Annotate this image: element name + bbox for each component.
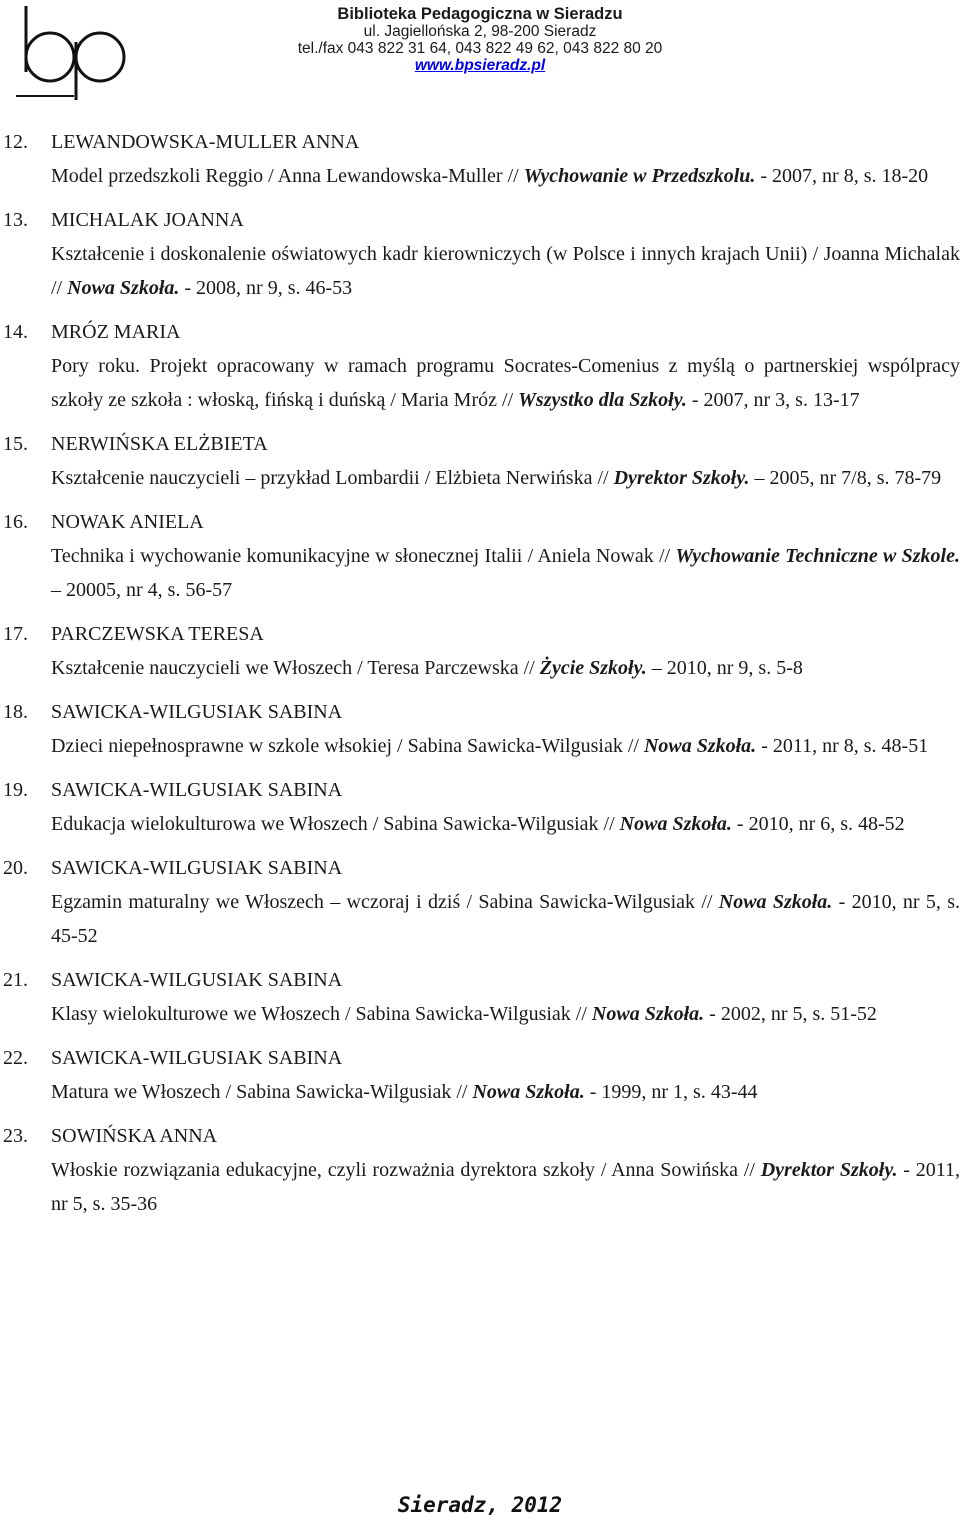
entry-journal: Wychowanie Techniczne w Szkole. (675, 545, 960, 567)
page-header (0, 0, 960, 110)
entry-description: Model przedszkoli Reggio / Anna Lewandowska-Muller // Wychowanie w Przedszkolu. - 2007, nr 8, s. 18-20 (51, 165, 929, 187)
bibliography-entry (0, 1119, 960, 1221)
entry-journal: Wychowanie w Przedszkolu. (523, 165, 756, 187)
entry-journal: Nowa Szkoła. (718, 891, 833, 913)
bibliography-entry (0, 315, 960, 417)
entry-author: MICHALAK JOANNA (51, 209, 244, 231)
entry-journal: Nowa Szkoła. (643, 735, 757, 757)
entry-author: SAWICKA-WILGUSIAK SABINA (51, 969, 343, 991)
entry-number: 20. (3, 857, 28, 879)
entry-journal: Dyrektor Szkoły. (760, 1159, 898, 1181)
library-name: Biblioteka Pedagogiczna w Sieradzu (337, 5, 623, 23)
entry-number: 14. (3, 321, 28, 343)
entry-journal: Nowa Szkoła. (619, 813, 732, 835)
bibliography-entry (0, 963, 960, 1031)
bibliography-entry (0, 851, 960, 953)
entry-author: SOWIŃSKA ANNA (51, 1125, 218, 1147)
entry-journal: Nowa Szkoła. (591, 1003, 705, 1025)
bibliography-entry (0, 695, 960, 763)
entry-number: 15. (3, 433, 28, 455)
entry-number: 13. (3, 209, 28, 231)
entry-description: Dzieci niepełnosprawne w szkole włsokiej / Sabina Sawicka-Wilgusiak // Nowa Szkoła. - 2011, nr 8, s. 48-51 (51, 735, 929, 757)
entry-description: Kształcenie nauczycieli we Włoszech / Teresa Parczewska // Życie Szkoły. – 2010, nr 9, s. 5-8 (51, 657, 803, 679)
entry-number: 16. (3, 511, 28, 533)
entry-author: SAWICKA-WILGUSIAK SABINA (51, 701, 343, 723)
library-website-link[interactable]: www.bpsieradz.pl (414, 57, 546, 74)
entry-journal: Wszystko dla Szkoły. (518, 389, 687, 411)
entry-author: MRÓZ MARIA (51, 321, 181, 343)
entry-author: SAWICKA-WILGUSIAK SABINA (51, 857, 343, 879)
bibliography-entry (0, 203, 960, 305)
entry-number: 12. (3, 131, 28, 153)
entry-journal: Życie Szkoły. (539, 657, 647, 679)
bibliography-entry (0, 617, 960, 685)
entry-journal: Nowa Szkoła. (472, 1081, 585, 1103)
bibliography-entry (0, 125, 960, 193)
entry-description: Technika i wychowanie komunikacyjne w słonecznej Italii / Aniela Nowak // Wychowanie Techniczne w Szkole. – 20005, nr 4, s. 56-57 (51, 545, 960, 601)
bp-logo-icon (14, 2, 134, 102)
entry-description: Kształcenie nauczycieli – przykład Lombardii / Elżbieta Nerwińska // Dyrektor Szkoły. – 2005, nr 7/8, s. 78-79 (51, 467, 942, 489)
entry-description: Egzamin maturalny we Włoszech – wczoraj i dziś / Sabina Sawicka-Wilgusiak // Nowa Szkoła. - 2010, nr 5, s. 45-52 (51, 891, 960, 947)
bibliography-entry (0, 505, 960, 607)
entry-number: 17. (3, 623, 28, 645)
entry-author: PARCZEWSKA TERESA (51, 623, 264, 645)
entry-description: Edukacja wielokulturowa we Włoszech / Sabina Sawicka-Wilgusiak // Nowa Szkoła. - 2010, nr 6, s. 48-52 (51, 813, 905, 835)
library-phone: tel./fax 043 822 31 64, 043 822 49 62, 043 822 80 20 (297, 40, 663, 57)
entry-number: 23. (3, 1125, 28, 1147)
entry-description: Pory roku. Projekt opracowany w ramach programu Socrates-Comenius z myślą o partnerskiej wspólpracy szkoły ze szkoła : włoską, fińską i duńską / Maria Mróz // Wszystko dla Szkoły. - 2007, nr 3, s. 13-17 (51, 355, 960, 411)
entry-description: Włoskie rozwiązania edukacyjne, czyli rozważnia dyrektora szkoły / Anna Sowińska // Dyrektor Szkoły. - 2011, nr 5, s. 35-36 (51, 1159, 960, 1215)
entry-number: 18. (3, 701, 28, 723)
library-contact (270, 6, 690, 74)
entry-journal: Nowa Szkoła. (67, 277, 180, 299)
bibliography-entry (0, 773, 960, 841)
entry-author: LEWANDOWSKA-MULLER ANNA (51, 131, 360, 153)
entry-journal: Dyrektor Szkoły. (613, 467, 750, 489)
entry-author: SAWICKA-WILGUSIAK SABINA (51, 779, 343, 801)
bibliography-list (0, 125, 960, 1231)
footer-place-date: Sieradz, 2012 (397, 1493, 563, 1517)
entry-number: 19. (3, 779, 28, 801)
entry-number: 22. (3, 1047, 28, 1069)
entry-description: Klasy wielokulturowe we Włoszech / Sabina Sawicka-Wilgusiak // Nowa Szkoła. - 2002, nr 5, s. 51-52 (51, 1003, 877, 1025)
entry-description: Kształcenie i doskonalenie oświatowych kadr kierowniczych (w Polsce i innych krajach Unii) / Joanna Michalak // Nowa Szkoła. - 2008, nr 9, s. 46-53 (51, 243, 960, 299)
bibliography-entry (0, 427, 960, 495)
entry-description: Matura we Włoszech / Sabina Sawicka-Wilgusiak // Nowa Szkoła. - 1999, nr 1, s. 43-44 (51, 1081, 758, 1103)
entry-author: NERWIŃSKA ELŻBIETA (51, 433, 268, 455)
entry-author: NOWAK ANIELA (51, 511, 204, 533)
entry-number: 21. (3, 969, 28, 991)
library-address: ul. Jagiellońska 2, 98-200 Sieradz (363, 23, 597, 40)
entry-author: SAWICKA-WILGUSIAK SABINA (51, 1047, 343, 1069)
bibliography-entry (0, 1041, 960, 1109)
